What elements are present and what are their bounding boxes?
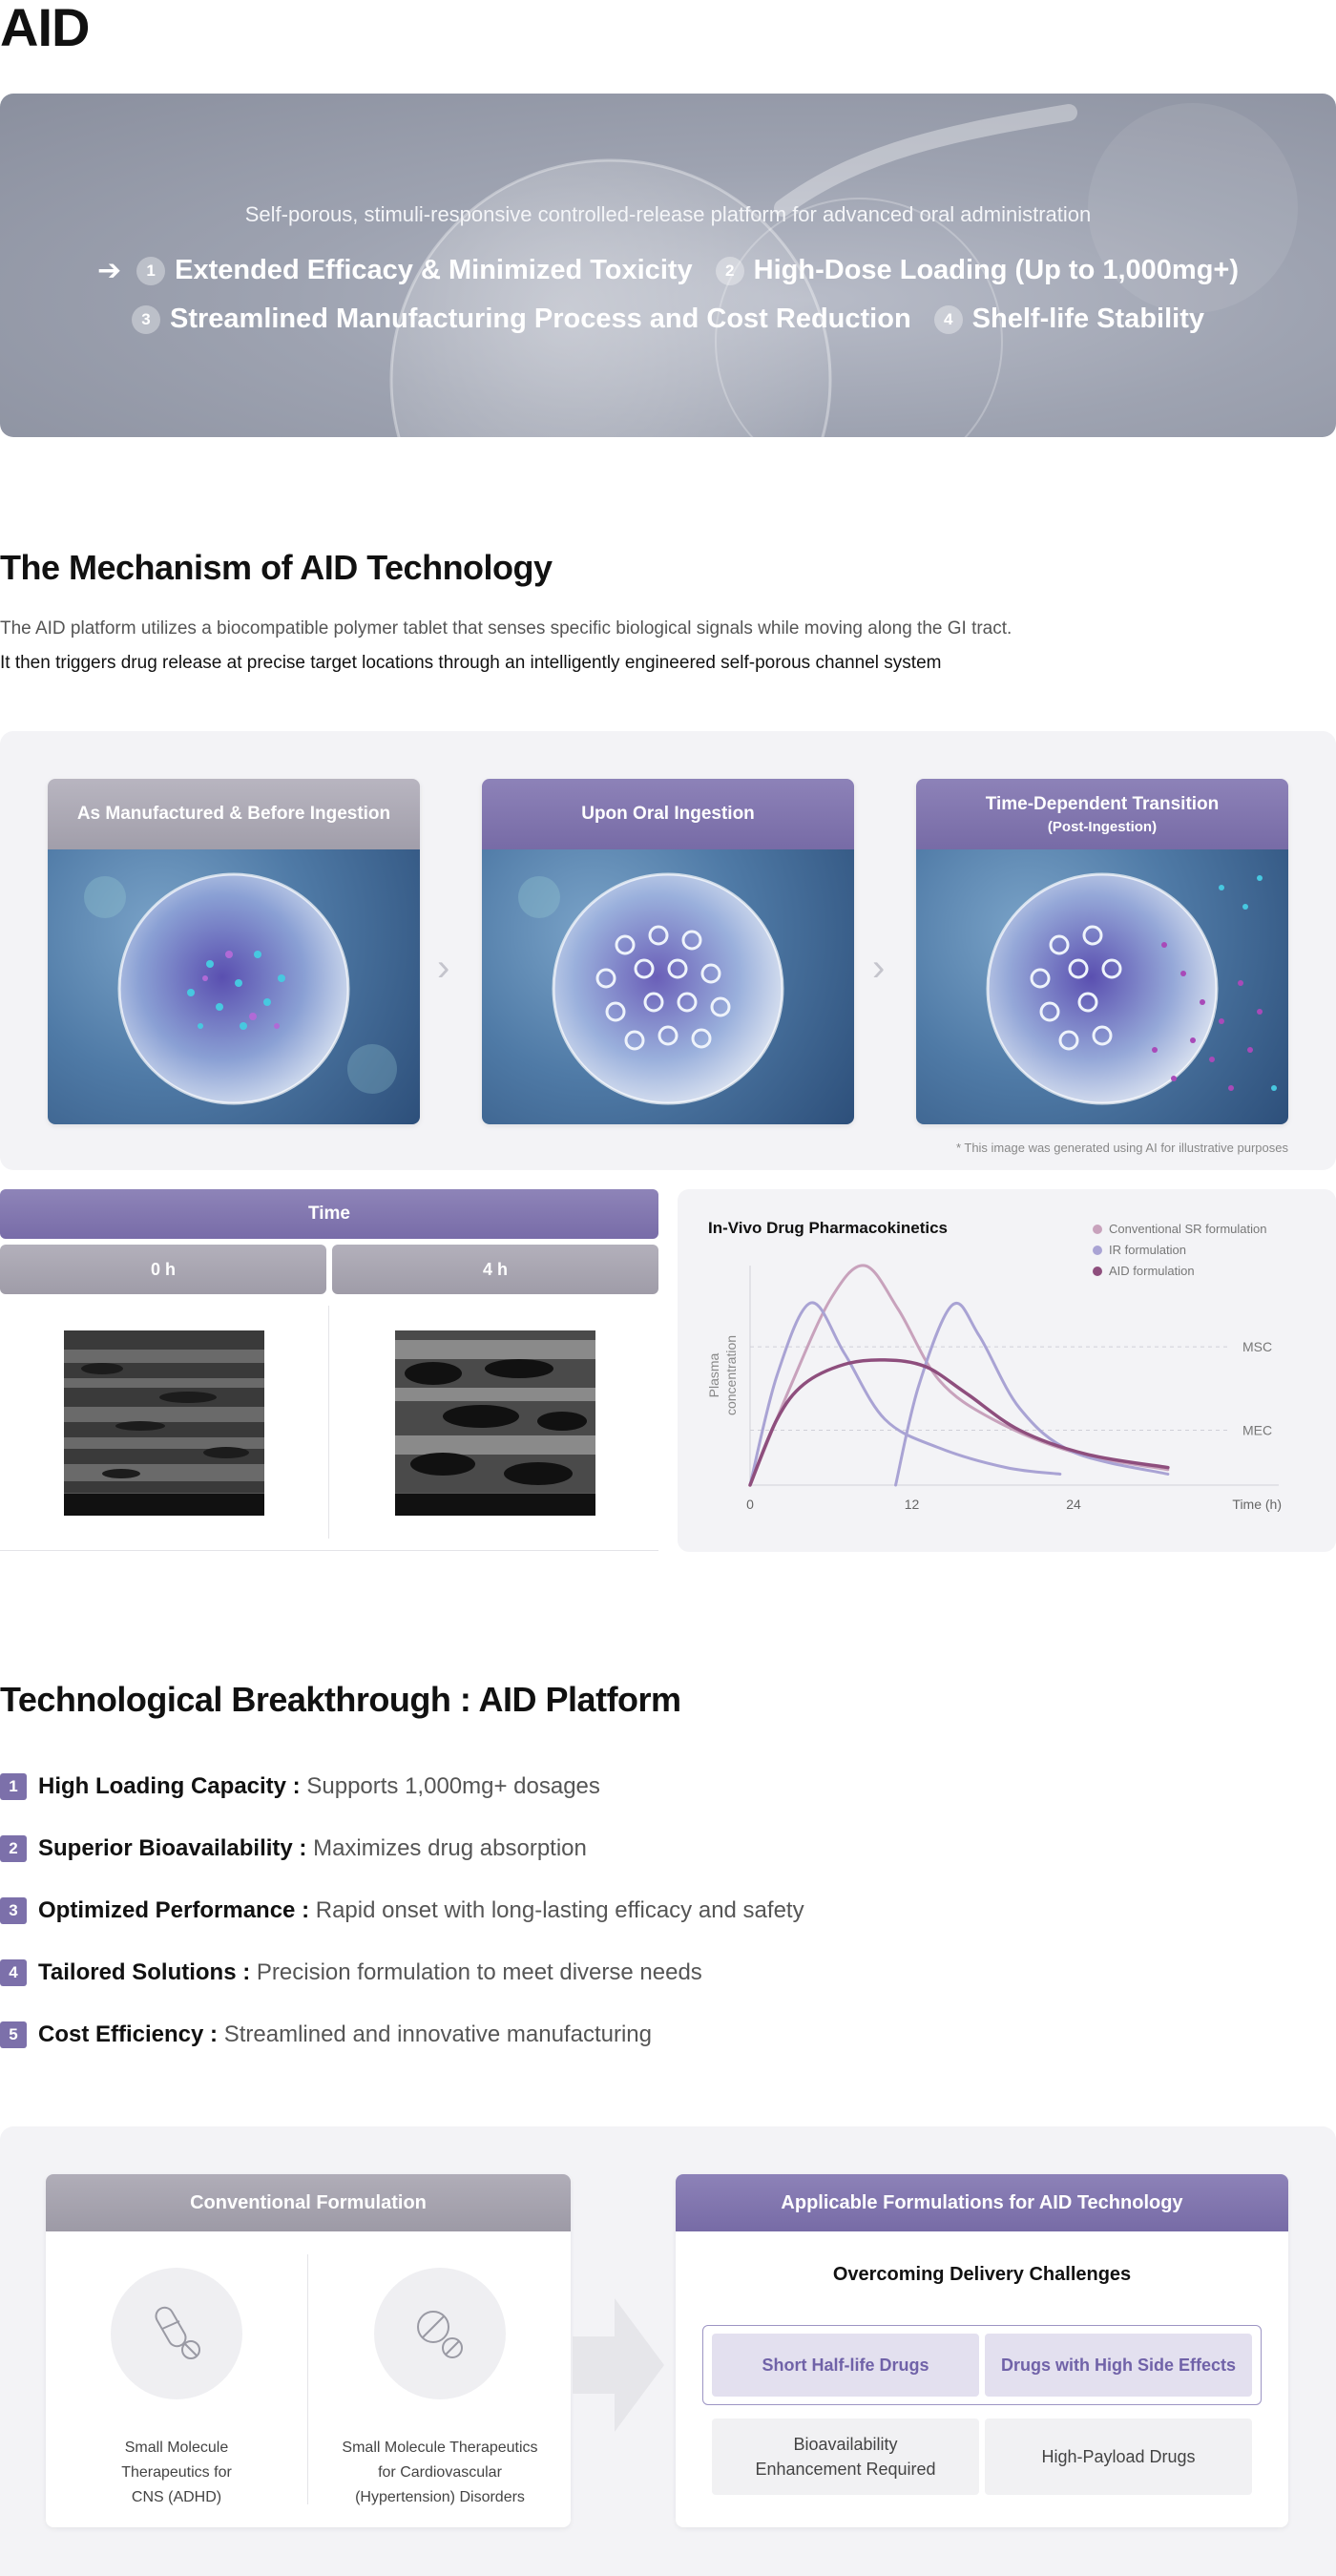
breakthrough-title: Technological Breakthrough : AID Platform [0, 1680, 681, 1719]
column-divider [307, 2254, 308, 2504]
mechanism-description-emphasis: It then triggers drug release at precise target locations through an intelligently engineered self-porous channel system [0, 653, 942, 673]
hero-point-text: Shelf-life Stability [971, 304, 1204, 334]
sphere-porous-illustration [482, 849, 854, 1124]
time-header: Time [0, 1189, 658, 1239]
y-axis-label: Plasma concentration [706, 1334, 739, 1416]
feature-number: 1 [0, 1773, 27, 1800]
legend-swatch [1093, 1267, 1102, 1276]
hero-points-row-2 [0, 304, 1336, 335]
stage-header [482, 779, 854, 849]
threshold-label: MSC [1242, 1339, 1273, 1355]
sem-texture-porous [395, 1330, 595, 1516]
stage-header [916, 779, 1288, 849]
stage-title: Upon Oral Ingestion [581, 804, 755, 824]
conventional-item-label: Small Molecule Therapeutics for CNS (ADHD) [121, 2440, 232, 2505]
stage-illustration [48, 849, 420, 1124]
feature-item [0, 2021, 652, 2048]
conventional-formulation-card [46, 2174, 571, 2527]
stage-illustration [916, 849, 1288, 1124]
stage-title: As Manufactured & Before Ingestion [76, 804, 391, 824]
feature-name: Cost Efficiency : [38, 2021, 219, 2047]
chevron-right-icon: › [872, 947, 886, 989]
number-badge: 4 [934, 305, 963, 334]
time-column-0h: 0 h [0, 1245, 326, 1294]
hero-point [136, 255, 693, 286]
legend-label: AID formulation [1109, 1264, 1195, 1278]
feature-name: Tailored Solutions : [38, 1959, 251, 1985]
legend-swatch [1093, 1225, 1102, 1234]
conventional-item [46, 2231, 307, 2527]
ai-image-note: * This image was generated using AI for illustrative purposes [955, 1141, 1288, 1155]
conventional-header: Conventional Formulation [46, 2174, 571, 2231]
legend-swatch [1093, 1246, 1102, 1255]
series-line [750, 1266, 1168, 1485]
feature-description: Streamlined and innovative manufacturing [223, 2021, 652, 2047]
hero-point [716, 255, 1239, 286]
conventional-item [309, 2231, 571, 2527]
chip-bioavailability: Bioavailability Enhancement Required [712, 2419, 979, 2495]
feature-number: 4 [0, 1959, 27, 1986]
hero-subtitle: Self-porous, stimuli-responsive controlled-release platform for advanced oral administration [244, 202, 1092, 226]
number-badge: 3 [132, 305, 160, 334]
feature-number: 5 [0, 2021, 27, 2048]
feature-description: Supports 1,000mg+ dosages [306, 1773, 600, 1799]
feature-name: Optimized Performance : [38, 1897, 310, 1923]
hero-points-row-1 [0, 254, 1336, 287]
series-line [750, 1303, 1060, 1485]
aid-applicable-card [676, 2174, 1288, 2527]
chip-high-side-effects: Drugs with High Side Effects [985, 2334, 1252, 2397]
feature-name: Superior Bioavailability : [38, 1835, 307, 1861]
feature-item [0, 1959, 702, 1986]
mechanism-description: The AID platform utilizes a biocompatible polymer tablet that senses specific biological signals while moving along the GI tract. [0, 618, 1012, 639]
feature-number: 2 [0, 1835, 27, 1862]
stage-illustration [482, 849, 854, 1124]
stage-card [916, 779, 1288, 1124]
chip-high-payload: High-Payload Drugs [985, 2419, 1252, 2495]
series-line [896, 1303, 1168, 1485]
feature-description: Maximizes drug absorption [313, 1835, 587, 1861]
series-line [750, 1360, 1168, 1485]
pk-chart-card [678, 1189, 1336, 1552]
time-column-4h: 4 h [332, 1245, 658, 1294]
mechanism-stages-panel [0, 731, 1336, 1170]
feature-item [0, 1773, 600, 1800]
formulation-comparison [0, 2126, 1336, 2576]
chart-title: In-Vivo Drug Pharmacokinetics [708, 1219, 948, 1237]
hero-point [132, 304, 911, 335]
stage-subtitle: (Post-Ingestion) [1047, 818, 1158, 835]
chevron-right-icon: › [437, 947, 450, 989]
sem-scale-bar [395, 1493, 595, 1516]
number-badge: 2 [716, 257, 744, 285]
legend-label: Conventional SR formulation [1109, 1222, 1267, 1236]
arrow-right-icon: ➔ [96, 255, 122, 286]
hero-point-text: Extended Efficacy & Minimized Toxicity [175, 255, 693, 285]
feature-description: Precision formulation to meet diverse needs [256, 1959, 702, 1985]
tablets-icon [374, 2268, 506, 2399]
panel-bottom-rule [0, 1550, 658, 1551]
feature-description: Rapid onset with long-lasting efficacy and safety [315, 1897, 804, 1923]
mechanism-title: The Mechanism of AID Technology [0, 548, 553, 587]
hero-point [934, 304, 1204, 335]
number-badge: 1 [136, 257, 165, 285]
hero-point-text: Streamlined Manufacturing Process and Cost Reduction [169, 304, 911, 334]
aid-applicable-subtitle: Overcoming Delivery Challenges [832, 2264, 1132, 2285]
x-tick-label: 12 [904, 1497, 920, 1512]
x-tick-label: 0 [746, 1497, 754, 1512]
hero-banner [0, 94, 1336, 437]
feature-name: High Loading Capacity : [38, 1773, 301, 1799]
sphere-releasing-illustration [916, 849, 1288, 1124]
legend-label: IR formulation [1109, 1243, 1186, 1257]
sem-texture-dense [64, 1330, 264, 1516]
pk-chart [678, 1189, 1336, 1552]
stage-header [48, 779, 420, 849]
sphere-intact-illustration [48, 849, 420, 1124]
arrow-right-icon [573, 2298, 664, 2432]
sem-image-0h [64, 1330, 264, 1516]
threshold-label: MEC [1242, 1422, 1273, 1438]
sem-scale-bar [64, 1493, 264, 1516]
column-divider [328, 1306, 329, 1539]
stage-title: Time-Dependent Transition [985, 793, 1220, 814]
sem-image-4h [395, 1330, 595, 1516]
conventional-item-label: Small Molecule Therapeutics for Cardiovascular (Hypertension) Disorders [342, 2440, 538, 2505]
chip-short-half-life: Short Half-life Drugs [712, 2334, 979, 2397]
hero-point-text: High-Dose Loading (Up to 1,000mg+) [753, 255, 1240, 285]
capsule-pill-icon [111, 2268, 242, 2399]
feature-item [0, 1897, 804, 1924]
aid-applicable-header: Applicable Formulations for AID Technology [676, 2174, 1288, 2231]
stage-card [482, 779, 854, 1124]
page-title: AID [0, 0, 90, 57]
x-axis-label: Time (h) [1232, 1497, 1282, 1512]
x-tick-label: 24 [1066, 1497, 1081, 1512]
feature-item [0, 1835, 587, 1862]
stage-card [48, 779, 420, 1124]
feature-number: 3 [0, 1897, 27, 1924]
